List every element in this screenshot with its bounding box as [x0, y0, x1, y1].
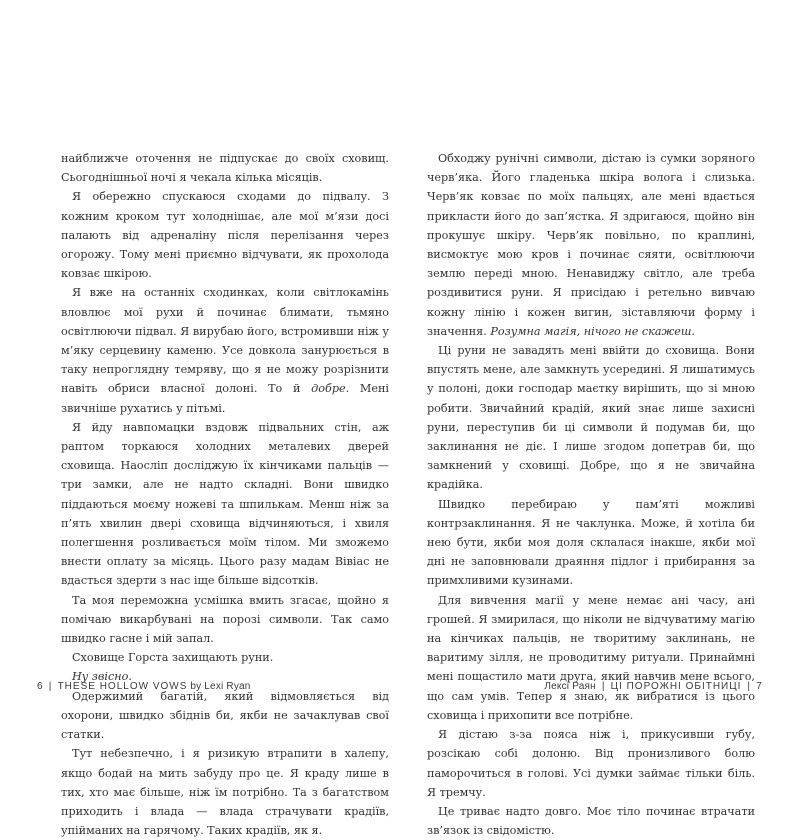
paragraph-text: Я вже на останніх сходинках, коли світлокамінь вловлює мої рухи й починає блимати, тьмяно освітлюючи підвал. Я вирубаю його, встромивши ніж у м’яку серцевину каменю. Усе довкола занурюється в таку непроглядну темряву, що я не можу розрізнити навіть обриси власної долоні. То й [61, 286, 389, 396]
book-author: Лексі Раян [544, 681, 596, 692]
paragraph: Тут небезпечно, і я ризикую втрапити в халепу, якщо бодай на мить забуду про це. Я краду лише в тих, хто має більше, ніж їм потрібно. Та з багатством приходить і влада — влада страчувати крадіїв, упійманих на гарячому. Таких крадіїв, як я. [61, 747, 389, 838]
paragraph-text: Мені звичніше рухатись у пітьмі. [61, 382, 389, 415]
book-author: by Lexi Ryan [190, 681, 251, 692]
left-footer [37, 681, 251, 692]
paragraph: Швидко перебираю у пам’яті можливі контрзаклинання. Я не чаклунка. Може, й хотіла би нею бути, якби моя доля склалася інакше, якби мої дні не заповнювали драяння підлог і прибирання за примхливими кузинами. [427, 497, 755, 588]
book-title: THESE HOLLOW VOWS [57, 681, 188, 692]
italic-emphasis: Розумна магія, нічого не скажеш. [490, 324, 696, 338]
paragraph [61, 283, 389, 417]
paragraph-text: Обходжу рунічні символи, дістаю із сумки зоряного черв’яка. Його гладенька шкіра волога і слизька. Черв’як ковзає по моїх пальцях, але мені вдається прикласти його до зап’ястка. Я здригаюся, щойно він прокушує шкіру. Черв’як повільно, по краплині, висмоктує мою кров і починає сяяти, освітлюючи землю переді мною. Ненавиджу світло, але треба роздивитися руни. Я присідаю і ретельно вивчаю кожну лінію і кожен вигин, зіставляючи форму і значення. [427, 152, 755, 338]
paragraph-italic: Ну звісно. [72, 670, 132, 684]
paragraph: Для вивчення магії у мене немає ані часу, ані грошей. Я змирилася, що ніколи не відчуватиму магію на кінчиках пальців, не творитиму заклинань, не варитиму зілля, не проводитиму ритуали. Принаймні мені пощастило мати друга, який навчив мене всього, що сам умів. Тепер я знаю, як вибратися із цього сховища і прихопити все потрібне. [427, 593, 755, 722]
right-page-text [427, 149, 755, 840]
italic-emphasis: добре. [311, 382, 350, 396]
page-number: 6 [37, 681, 43, 692]
paragraph [427, 149, 755, 341]
paragraph: Я дістаю з-за пояса ніж і, прикусивши губу, розсікаю собі долоню. Від пронизливого болю паморочиться в голові. Усі думки займає тільки біль. Я тремчу. [427, 728, 755, 799]
paragraph: Я обережно спускаюся сходами до підвалу. З кожним кроком тут холоднішає, але мої м’язи досі палають від адреналіну після перелізання через огорожу. Тому мені приємно відчувати, як прохолода ковзає шкірою. [61, 190, 389, 281]
left-page-text [61, 149, 389, 840]
paragraph: Та моя переможна усмішка вмить згасає, щойно я помічаю викарбувані на порозі символи. Так само швидко гасне і мій запал. [61, 593, 389, 646]
paragraph: Одержимий багатій, який відмовляється від охорони, швидко збіднів би, якби не зачаклував свої статки. [61, 689, 389, 742]
footer-separator: | [48, 681, 52, 692]
paragraph: Ці руни не завадять мені ввійти до сховища. Вони впустять мене, але замкнуть усередині. Я лишатимусь у полоні, доки господар маєтку вирішить, що зі мною робити. Звичайний крадій, який знає лише захисні руни, переступив би ці символи й подумав би, що заклинання не діє. І лише згодом допетрав би, що замкнений у сховищі. Добре, що я не звичайна крадійка. [427, 344, 755, 492]
page-number: 7 [756, 681, 762, 692]
book-title: ЦІ ПОРОЖНІ ОБІТНИЦІ [610, 681, 742, 692]
paragraph: Це триває надто довго. Моє тіло починає втрачати зв’язок із свідомістю. [427, 804, 755, 838]
right-footer [544, 681, 762, 692]
paragraph: Я йду навпомацки вздовж підвальних стін, аж раптом торкаюся холодних металевих дверей сховища. Наосліп досліджую їх кінчиками пальців — три замки, але не надто складні. Вони швидко піддаються моєму ножеві та шпилькам. Менш ніж за п’ять хвилин двері сховища відчиняються, і хвиля полегшення розливається моїм тілом. Ми зможемо внести оплату за місяць. Цього разу мадам Вівіас не вдасться здерти з нас іще більше відсотків. [61, 420, 389, 588]
footer-separator: | [601, 681, 605, 692]
footer-separator: | [747, 681, 751, 692]
paragraph: Сховище Горста захищають руни. [72, 651, 274, 665]
paragraph: найближче оточення не підпускає до своїх сховищ. Сьогоднішньої ночі я чекала кілька місяців. [61, 152, 389, 185]
